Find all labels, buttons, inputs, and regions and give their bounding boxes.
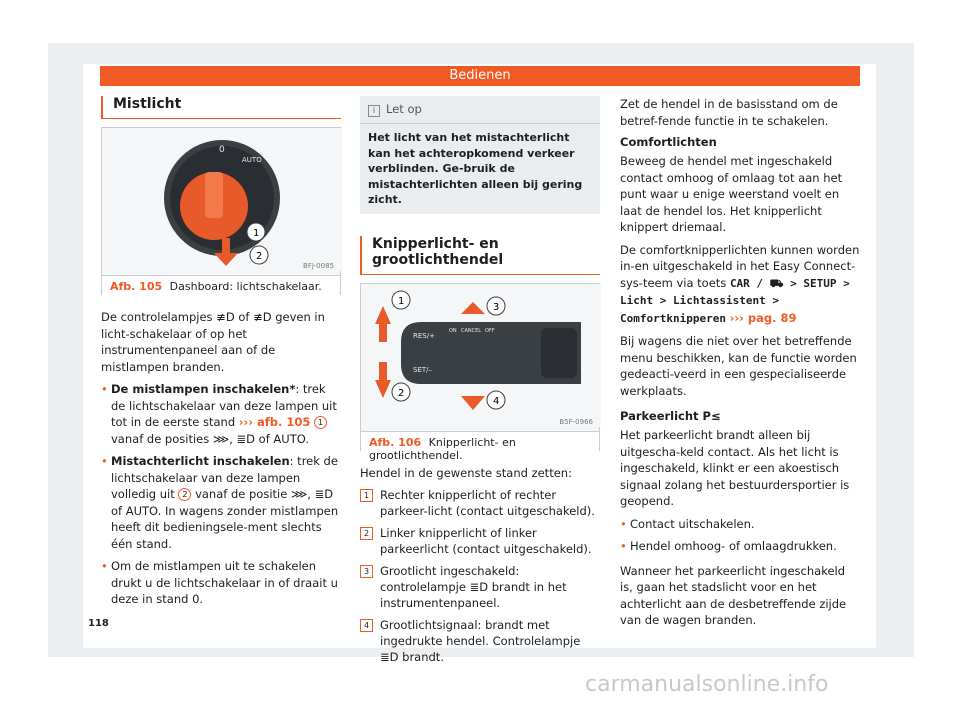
bullet-lever: • Hendel omhoog- of omlaagdrukken.: [620, 538, 860, 555]
bullet-mist-on-bold: De mistlampen inschakelen*: [111, 382, 296, 396]
light-switch-illustration: [102, 128, 342, 271]
easyconnect-text: De comfortknipperlichten kunnen worden in-en uitgeschakeld in het Easy Connect-sys-teem via toets: [620, 242, 860, 290]
figure-number: Afb. 105: [110, 280, 163, 293]
list-intro: Hendel in de gewenste stand zetten:: [360, 465, 572, 480]
stalk-callout-1: 1: [398, 295, 405, 307]
bullet-mist-off: • Om de mistlampen uit te schakelen drukt u de lichtschakelaar in of draait u deze in stand 0.: [101, 558, 341, 608]
warning-note: [360, 96, 600, 214]
dial-label-auto: AUTO: [242, 156, 262, 164]
page-number: 118: [88, 618, 109, 629]
bullet-mist-on-text: : trek de lichtschakelaar van deze lampen uit tot in de eerste stand: [111, 382, 337, 429]
bullet-rear-fog-tail: vanaf de positie ⋙, ≣D of AUTO. In wagens zonder mistlampen heeft dit bedieningsele-ment slechts één stand.: [111, 487, 339, 551]
figure-number-2: Afb. 106: [369, 435, 422, 449]
bullet-mist-on: [101, 381, 341, 447]
stalk-label-cancel: CANCEL: [461, 327, 482, 334]
column-left: [101, 96, 341, 614]
subhead-parking: Parkeerlicht P≤: [620, 409, 721, 423]
section-header: Bedienen: [100, 66, 860, 86]
paragraph-intro: De controlelampjes ≢D of ≢D geven in licht-schakelaar of op het instrumentenpaneel aan of de mistlampen branden.: [101, 310, 325, 374]
figure-caption: [102, 275, 340, 297]
figure-stalk: [360, 283, 600, 462]
bullet-rear-fog-text: : trek de lichtschakelaar van deze lampen volledig uit: [111, 454, 338, 501]
paragraph-parking: Het parkeerlicht brandt alleen bij uitgescha-keld contact. Als het licht is ingeschakeld, klinkt er een akoestisch signaal zolang het bestuurdersportier is geopend.: [620, 428, 850, 508]
callout-ref-2: 2: [178, 488, 191, 501]
info-icon: i: [368, 105, 380, 117]
paragraph-workshop: Bij wagens die niet over het betreffende menu beschikken, kan de functie worden gedeacti-veerd in een gespecialiseerde werkplaats.: [620, 334, 857, 398]
stalk-label-off: OFF: [485, 327, 495, 334]
list-text-2: Linker knipperlicht of linker parkeerlicht (contact uitgeschakeld).: [380, 526, 592, 556]
figure-code-2: B5F-0966: [559, 417, 593, 426]
figure-caption-text: Dashboard: lichtschakelaar.: [169, 280, 322, 293]
list-num-4: 4: [360, 619, 373, 632]
stalk-illustration: [361, 284, 601, 427]
list-item-4: [360, 617, 600, 665]
callout-1: 1: [253, 228, 260, 239]
note-header: [360, 96, 600, 124]
list-num-1: 1: [360, 489, 373, 502]
paragraph-easyconnect: [620, 242, 860, 328]
paragraph-basis: Zet de hendel in de basisstand om de betref-fende functie in te schakelen.: [620, 97, 838, 128]
stalk-callout-3: 3: [493, 301, 500, 313]
note-title: Let op: [386, 102, 422, 116]
ref-afb-105[interactable]: ››› afb. 105: [238, 415, 311, 429]
stalk-callout-2: 2: [398, 387, 405, 399]
list-text-3: Grootlicht ingeschakeld: controlelampje ≣D brandt in het instrumentenpaneel.: [380, 564, 567, 610]
stalk-label-res: RES/+: [413, 331, 435, 340]
callout-ref-1: 1: [314, 416, 327, 429]
figure-caption-2: [361, 431, 599, 466]
figure-caption-text-2: Knipperlicht- en grootlichthendel.: [369, 435, 516, 462]
section-title-mistlicht: Mistlicht: [101, 96, 341, 119]
callout-2: 2: [256, 251, 263, 262]
figure-light-switch: [101, 127, 341, 295]
list-item-1: [360, 487, 600, 519]
list-item-2: [360, 525, 600, 557]
list-num-2: 2: [360, 527, 373, 540]
stalk-callout-4: 4: [493, 395, 500, 407]
note-body: Het licht van het mistachterlicht kan het achteropkomend verkeer verblinden. Ge-bruik de mistachterlichten alleen bij gering zicht.: [368, 131, 583, 206]
subhead-comfort: Comfortlichten: [620, 135, 717, 149]
list-num-3: 3: [360, 565, 373, 578]
menu-path: CAR / ⛟ > SETUP > Licht > Lichtassistent > Comfortknipperen: [620, 276, 850, 325]
ref-pag-89[interactable]: ››› pag. 89: [729, 310, 797, 325]
list-item-3: [360, 563, 600, 611]
list-text-4: Grootlichtsignaal: brandt met ingedrukte hendel. Controlelampje ≣D brandt.: [380, 618, 581, 664]
column-right: [620, 96, 860, 635]
stalk-label-on: ON: [449, 327, 457, 334]
column-middle: [360, 96, 600, 671]
dial-label-zero: 0: [219, 145, 225, 155]
paragraph-parking-result: Wanneer het parkeerlicht ingeschakeld is, gaan het stadslicht voor en het achterlicht aan de desbetreffende zijde van de wagen branden.: [620, 563, 847, 627]
bullet-rear-fog-bold: Mistachterlicht inschakelen: [111, 454, 290, 468]
bullet-mist-on-tail: vanaf de posities ⋙, ≣D of AUTO.: [111, 431, 309, 446]
figure-code: BFJ-0085: [303, 262, 334, 270]
bullet-contact-off: • Contact uitschakelen.: [620, 516, 860, 533]
bullet-rear-fog: [101, 453, 341, 552]
list-text-1: Rechter knipperlicht of rechter parkeer-licht (contact uitgeschakeld).: [380, 488, 595, 518]
watermark: carmanualsonline.info: [585, 672, 829, 697]
stalk-label-set: SET/–: [413, 365, 433, 374]
paragraph-comfort: Beweeg de hendel met ingeschakeld contact omhoog of omlaag tot aan het punt waar u enige weerstand voelt en laat de hendel los. Het knipperlicht knippert driemaal.: [620, 154, 843, 234]
section-title-knipperlicht: Knipperlicht- en grootlichthendel: [360, 236, 600, 275]
